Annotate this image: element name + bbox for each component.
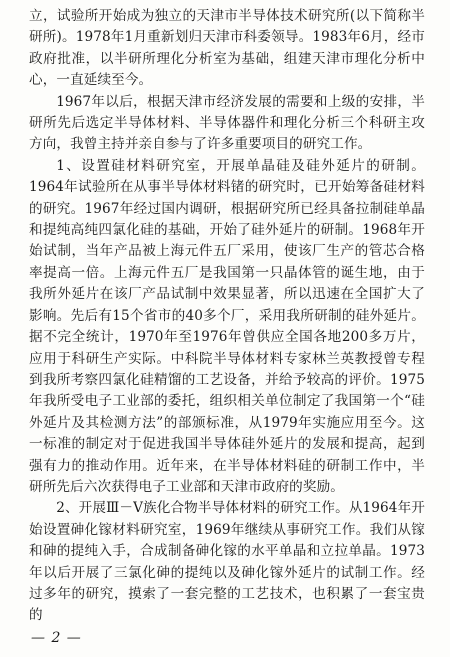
paragraph-3: 1、设置硅材料研究室，开展单晶硅及硅外延片的研制。1964年试验所在从事半导体材料锗的研究时，已开始筹备硅材料的研究。1967年经过国内调研，根据研究所已经具备拉制硅单晶和提纯高纯四氯化硅的基础，开始了硅外延片的研制。1968年开始试制，当年产品被上海元件五厂采用，使该厂生产的管芯合格率提高一倍。上海元件五厂是我国第一只晶体管的诞生地，由于我所外延片在该厂产品试制中效果显著，所以迅速在全国扩大了影响。先后有15个省市的40多个厂，采用我所研制的硅外延片。据不完全统计，1970年至1976年曾供应全国各地200多万片，应用于科研生产实际。中科院半导体材料专家林兰英教授曾专程到我所考察四氯化硅精馏的工艺设备，并给予较高的评价。1975年我所受电子工业部的委托，组织相关单位制定了我国第一个“硅外延片及其检测方法”的部颁标准，从1979年实施应用至今。这一标准的制定对于促进我国半导体硅外延片的发展和提高，起到强有力的推动作用。近年来，在半导体材料硅的研制工作中，半研所先后六次获得电子工业部和天津市政府的奖励。 [29,157,425,495]
paragraph-4: 2、开展Ⅲ－Ⅴ族化合物半导体材料的研究工作。从1964年开始设置砷化镓材料研究室，1969年继续从事研究工作。我们从镓和砷的提纯入手，合成制备砷化镓的水平单晶和立拉单晶。1973年以后开展了三氯化砷的提纯以及砷化镓外延片的试制工作。经过多年的研究，摸索了一套完整的工艺技术，也积累了一套宝贵的 [29,500,425,624]
paragraph-1: 立，试验所开始成为独立的天津市半导体技术研究所(以下简称半研所)。1978年1月重新划归天津市科委领导。1983年6月，经市政府批准，以半研所理化分析室为基础，组建天津市理化分析中心，一直延续至今。 [29,8,425,89]
page-number: — 2 — [31,630,82,646]
body-text [29,6,425,627]
paragraph-2: 1967年以后，根据天津市经济发展的需要和上级的安排，半研所先后选定半导体材料、半导体器件和理化分析三个科研主攻方向，我曾主持并亲自参与了许多重要项目的研究工作。 [29,93,425,153]
